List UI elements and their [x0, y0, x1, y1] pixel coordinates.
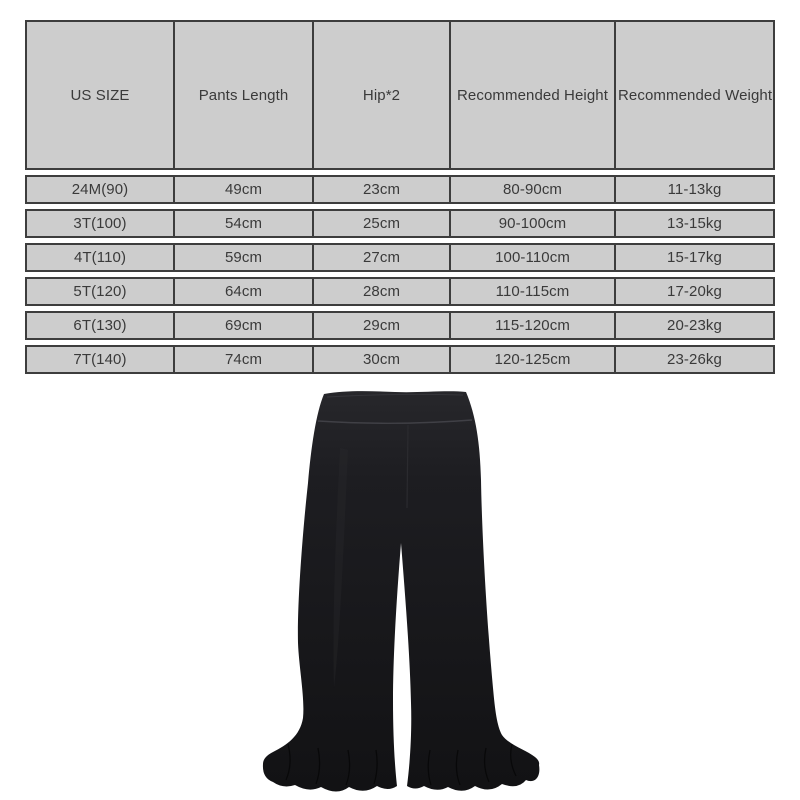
table-row-3t: [25, 209, 775, 238]
pants-body: [263, 391, 539, 791]
cell-height: 110-115cm: [451, 277, 616, 306]
cell-size: 5T(120): [25, 277, 175, 306]
cell-hip: 27cm: [314, 243, 451, 272]
header-row: [25, 20, 775, 170]
table-row-6t: [25, 311, 775, 340]
cell-length: 69cm: [175, 311, 314, 340]
cell-length: 54cm: [175, 209, 314, 238]
cell-size: 6T(130): [25, 311, 175, 340]
cell-size: 4T(110): [25, 243, 175, 272]
cell-weight: 23-26kg: [616, 345, 775, 374]
cell-weight: 20-23kg: [616, 311, 775, 340]
column-header-recommended-weight: Recommended Weight: [616, 20, 775, 170]
cell-hip: 29cm: [314, 311, 451, 340]
cell-hip: 23cm: [314, 175, 451, 204]
cell-hip: 25cm: [314, 209, 451, 238]
cell-size: 3T(100): [25, 209, 175, 238]
cell-weight: 11-13kg: [616, 175, 775, 204]
size-chart-body: [25, 175, 775, 374]
cell-height: 115-120cm: [451, 311, 616, 340]
column-header-us-size: US SIZE: [25, 20, 175, 170]
cell-height: 90-100cm: [451, 209, 616, 238]
column-header-pants-length: Pants Length: [175, 20, 314, 170]
cell-size: 24M(90): [25, 175, 175, 204]
cell-length: 59cm: [175, 243, 314, 272]
cell-hip: 30cm: [314, 345, 451, 374]
cell-weight: 13-15kg: [616, 209, 775, 238]
cell-weight: 17-20kg: [616, 277, 775, 306]
table-row-4t: [25, 243, 775, 272]
table-row-7t: [25, 345, 775, 374]
table-row-24m: [25, 175, 775, 204]
cell-height: 100-110cm: [451, 243, 616, 272]
table-row-5t: [25, 277, 775, 306]
column-header-hip: Hip*2: [314, 20, 451, 170]
cell-length: 64cm: [175, 277, 314, 306]
size-chart-table: [25, 15, 775, 379]
cell-hip: 28cm: [314, 277, 451, 306]
cell-height: 120-125cm: [451, 345, 616, 374]
pants-illustration: [250, 388, 550, 798]
cell-length: 49cm: [175, 175, 314, 204]
size-chart-header: [25, 20, 775, 170]
cell-height: 80-90cm: [451, 175, 616, 204]
product-photo-flare-pants: [250, 388, 550, 798]
column-header-recommended-height: Recommended Height: [451, 20, 616, 170]
cell-size: 7T(140): [25, 345, 175, 374]
cell-weight: 15-17kg: [616, 243, 775, 272]
cell-length: 74cm: [175, 345, 314, 374]
